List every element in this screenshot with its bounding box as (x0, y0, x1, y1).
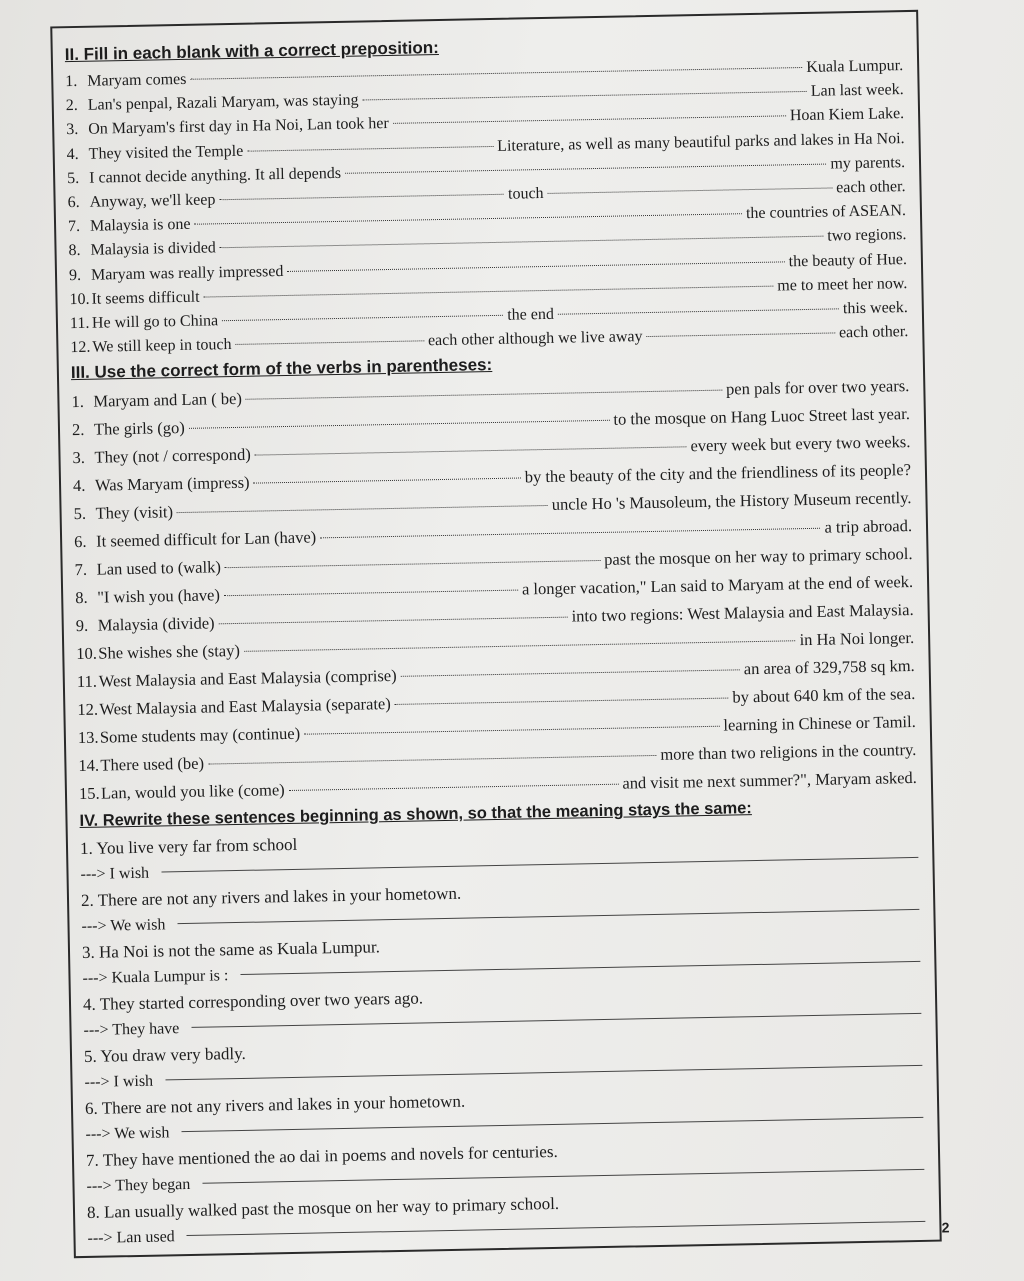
answer-line (161, 857, 918, 873)
item-text: Maryam comes (87, 70, 187, 90)
section-4-list (80, 820, 926, 1252)
item-number: 13. (77, 727, 99, 748)
section-3-list (71, 372, 917, 808)
item-text: each other. (836, 177, 906, 197)
item-text: me to meet her now. (777, 274, 908, 295)
item-text: and visit me next summer?", Maryam asked. (622, 768, 918, 793)
answer-blank (236, 340, 424, 345)
item-text: a longer vacation," Lan said to Maryam at the end of week. (521, 572, 914, 599)
item-text: pen pals for over two years. (725, 376, 910, 399)
rewrite-question: 1. You live very far from school (79, 835, 298, 859)
answer-blank (287, 261, 784, 272)
item-text: two regions. (827, 226, 907, 245)
item-number: 7. (74, 560, 88, 580)
item-number: 7. (67, 218, 81, 236)
answer-blank (247, 146, 493, 152)
rewrite-prompt: ---> We wish (85, 1124, 170, 1144)
rewrite-question: 2. There are not any rivers and lakes in your hometown. (80, 883, 462, 911)
item-number: 8. (75, 588, 88, 608)
item-number: 1. (71, 392, 85, 412)
item-number: 10. (69, 290, 90, 308)
item-text: each other. (838, 323, 909, 342)
answer-blank (558, 308, 839, 314)
item-text: more than two religions in the country. (660, 740, 917, 765)
answer-blank (219, 617, 568, 625)
rewrite-prompt: ---> I wish (84, 1072, 154, 1092)
item-text: in Ha Noi longer. (799, 628, 915, 650)
item-text: to the mosque on Hang Luoc Street last year. (613, 404, 911, 429)
item-number: 9. (75, 616, 89, 636)
item-text: the countries of ASEAN. (745, 202, 907, 223)
rewrite-prompt: ---> They began (86, 1176, 191, 1196)
rewrite-question: 6. There are not any rivers and lakes in your hometown. (84, 1091, 466, 1119)
item-number: 4. (66, 145, 79, 163)
answer-blank (345, 163, 826, 173)
answer-blank (254, 478, 521, 484)
item-text: Maryam was really impressed (90, 262, 284, 284)
item-number: 5. (67, 169, 80, 187)
item-text: my parents. (830, 153, 906, 173)
item-text: She wishes she (stay) (98, 641, 241, 663)
item-number: 1. (65, 72, 78, 91)
item-text: every week but every two weeks. (690, 432, 911, 456)
item-text: touch (507, 184, 544, 203)
item-number: 12. (70, 338, 91, 357)
rewrite-prompt: ---> I wish (80, 864, 150, 884)
item-text: Anyway, we'll keep (89, 191, 216, 211)
item-number: 5. (73, 504, 87, 524)
item-text: They (not / correspond) (94, 444, 251, 467)
item-number: 12. (77, 699, 99, 720)
item-text: Some students may (continue) (99, 724, 301, 747)
answer-blank (204, 285, 774, 297)
item-text: Was Maryam (impress) (94, 472, 250, 495)
rewrite-question: 7. They have mentioned the ao dai in poems and novels for centuries. (85, 1142, 558, 1171)
item-number: 15. (78, 783, 100, 804)
item-text: The girls (go) (93, 418, 185, 439)
item-number: 6. (67, 193, 80, 212)
page-number: 2 (941, 1219, 950, 1236)
item-number: 11. (76, 671, 98, 692)
item-text: There used (be) (100, 753, 205, 775)
rewrite-question: 8. Lan usually walked past the mosque on her way to primary school. (86, 1194, 560, 1223)
rewrite-prompt: ---> We wish (81, 916, 166, 936)
item-text: Hoan Kiem Lake. (789, 105, 905, 125)
answer-line (191, 1013, 921, 1028)
item-text: Lan, would you like (come) (100, 780, 285, 803)
item-text: West Malaysia and East Malaysia (separate) (99, 694, 391, 719)
item-text: the end (507, 305, 555, 324)
item-number: 14. (78, 755, 100, 776)
section-4-title: IV. Rewrite these sentences beginning as shown, so that the meaning stays the same: (79, 799, 752, 831)
item-number: 8. (68, 242, 81, 260)
answer-line (165, 1065, 922, 1081)
item-text: learning in Chinese or Tamil. (723, 712, 916, 735)
item-text: Maryam and Lan ( be) (93, 389, 243, 411)
item-text: uncle Ho 's Mausoleum, the History Museum recently. (551, 488, 912, 515)
item-text: past the mosque on her way to primary school. (604, 544, 913, 570)
worksheet-page (50, 10, 950, 1258)
answer-blank (224, 590, 518, 597)
item-text: We still keep in touch (92, 336, 232, 356)
answer-blank (548, 187, 833, 193)
answer-blank (647, 332, 835, 337)
item-text: Literature, as well as many beautiful parks and lakes in Ha Noi. (497, 129, 905, 155)
rewrite-prompt: ---> They have (83, 1020, 180, 1040)
item-text: Malaysia (divide) (97, 613, 215, 635)
answer-blank (363, 91, 807, 101)
item-number: 6. (73, 532, 87, 552)
answer-line (177, 909, 919, 924)
answer-line (240, 961, 920, 975)
answer-blank (177, 505, 548, 513)
answer-line (187, 1221, 926, 1236)
item-number: 9. (68, 266, 82, 284)
answer-blank (194, 213, 742, 225)
item-text: On Maryam's first day in Ha Noi, Lan took her (88, 115, 389, 139)
answer-blank (395, 698, 729, 705)
item-text: West Malaysia and East Malaysia (comprise) (98, 666, 397, 691)
answer-blank (246, 390, 722, 400)
item-text: They (visit) (95, 502, 174, 523)
item-text: Lan last week. (810, 81, 904, 101)
item-number: 3. (66, 121, 79, 139)
item-number: 3. (72, 448, 86, 468)
answer-line (181, 1117, 923, 1132)
item-text: They visited the Temple (88, 142, 244, 163)
item-text: "I wish you (have) (97, 585, 221, 607)
item-text: this week. (842, 298, 908, 318)
answer-blank (255, 447, 687, 456)
item-number: 4. (72, 476, 86, 496)
item-text: into two regions: West Malaysia and East Malaysia. (571, 600, 914, 626)
rewrite-question: 4. They started corresponding over two years ago. (82, 988, 424, 1015)
answer-line (202, 1169, 924, 1184)
section-3-title: III. Use the correct form of the verbs in parentheses: (70, 355, 493, 383)
answer-blank (244, 640, 796, 652)
answer-blank (219, 194, 504, 200)
item-text: Lan used to (walk) (96, 557, 222, 579)
section-2-title: II. Fill in each blank with a correct preposition: (64, 37, 439, 65)
item-text: I cannot decide anything. It all depends (89, 164, 342, 187)
item-number: 2. (71, 420, 85, 440)
answer-blank (393, 116, 786, 125)
answer-blank (222, 315, 503, 321)
rewrite-prompt: ---> Lan used (87, 1228, 175, 1248)
item-text: an area of 329,758 sq km. (743, 656, 915, 679)
item-text: by about 640 km of the sea. (732, 684, 916, 707)
rewrite-question: 3. Ha Noi is not the same as Kuala Lumpur. (81, 937, 381, 963)
answer-blank (225, 560, 600, 568)
item-text: Malaysia is one (89, 215, 191, 235)
answer-blank (208, 755, 656, 765)
item-number: 10. (76, 643, 98, 664)
answer-blank (304, 726, 719, 735)
item-text: He will go to China (91, 312, 219, 332)
item-text: the beauty of Hue. (788, 250, 908, 270)
item-text: Malaysia is divided (90, 239, 217, 260)
item-text: Kuala Lumpur. (806, 57, 904, 76)
answer-blank (289, 784, 619, 791)
answer-blank (401, 670, 740, 678)
item-text: each other although we live away (427, 328, 643, 350)
answer-blank (220, 236, 823, 249)
rewrite-question: 5. You draw very badly. (83, 1044, 247, 1067)
item-text: by the beauty of the city and the friendliness of its people? (524, 460, 912, 487)
rewrite-prompt: ---> Kuala Lumpur is : (82, 967, 229, 988)
item-number: 11. (69, 314, 90, 332)
item-text: It seems difficult (91, 288, 200, 308)
item-number: 2. (65, 97, 78, 115)
section-2-list (65, 54, 908, 360)
answer-blank (190, 67, 802, 80)
answer-blank (189, 420, 610, 429)
item-text: a trip abroad. (824, 516, 913, 537)
item-text: It seemed difficult for Lan (have) (95, 527, 317, 551)
answer-blank (320, 528, 820, 539)
item-text: Lan's penpal, Razali Maryam, was staying (87, 91, 359, 114)
